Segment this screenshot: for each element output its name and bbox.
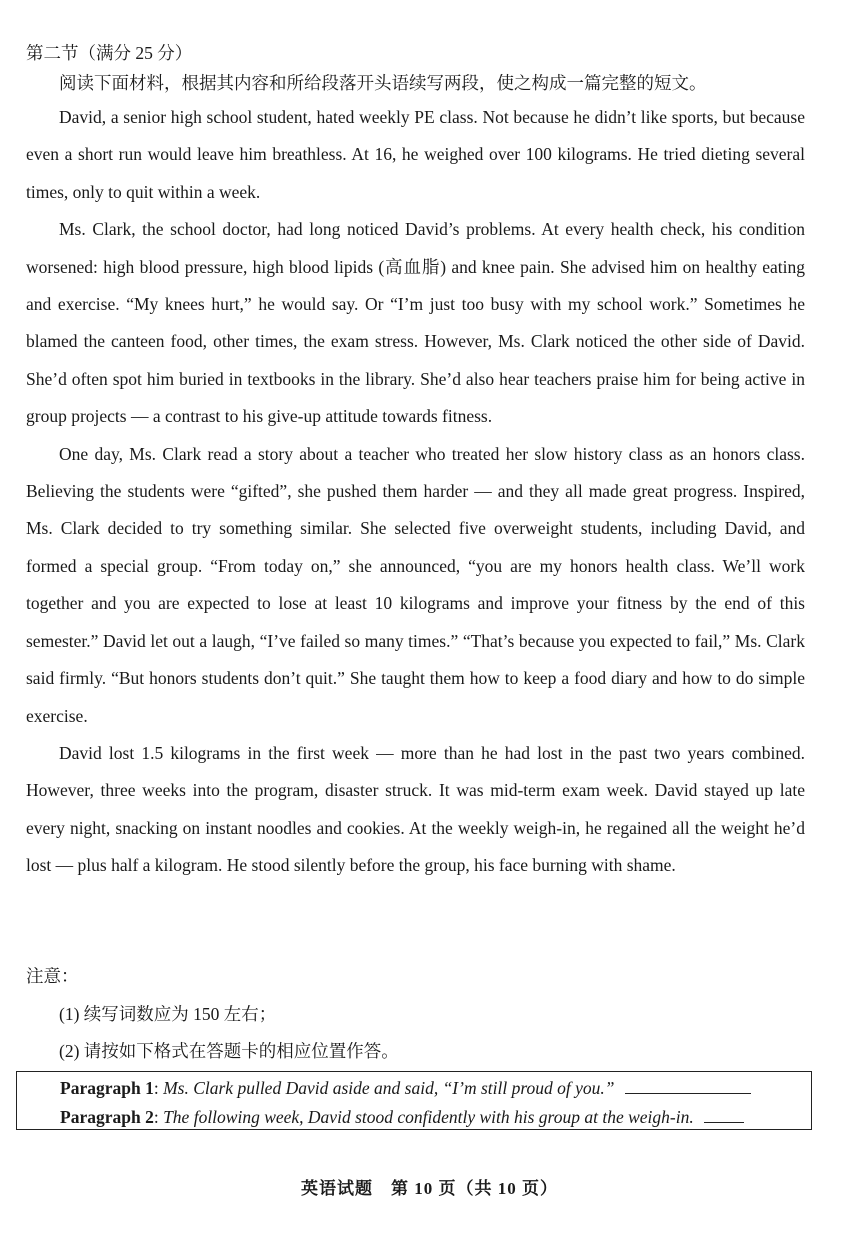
passage-paragraph: One day, Ms. Clark read a story about a teacher who treated her slow history class as an honors class. Believing the students were “gifted”, she pushed them harder — and they all made great progress. Inspired, Ms. Clark decided to try something similar. She selected five overweight students, including David, and formed a special group. “From today on,” she announced, “you are my honors health class. We’ll work together and you are expected to lose at least 10 kilograms and improve your fitness by the end of this semester.” David let out a laugh, “I’ve failed so many times.” “That’s because you expected to fail,” Ms. Clark said firmly. “But honors students don’t quit.” She taught them how to keep a food diary and how to do simple exercise.: [26, 443, 805, 726]
label-colon: :: [153, 1107, 164, 1127]
answer-line-paragraph-2: [60, 1106, 744, 1128]
answer-format-box: [16, 1071, 812, 1130]
section-instruction: 阅读下面材料，根据其内容和所给段落开头语续写两段，使之构成一篇完整的短文。: [59, 73, 707, 93]
answer-blank: [625, 1078, 751, 1094]
paragraph-2-label: Paragraph 2: [60, 1107, 154, 1127]
reading-passage: [26, 99, 805, 885]
answer-line-paragraph-1: [60, 1077, 751, 1099]
passage-paragraph: David, a senior high school student, hated weekly PE class. Not because he didn’t like sports, but because even a short run would leave him breathless. At 16, he weighed over 100 kilograms. He tried dieting several times, only to quit within a week.: [26, 107, 805, 202]
section-title: 第二节（满分 25 分）: [26, 43, 193, 63]
notes-heading: 注意：: [26, 966, 79, 986]
passage-paragraph: Ms. Clark, the school doctor, had long noticed David’s problems. At every health check, his condition worsened: high blood pressure, high blood lipids (高血脂) and knee pain. She advised him on healthy eating and exercise. “My knees hurt,” he would say. Or “I’m just too busy with my school work.” Sometimes he blamed the canteen food, other times, the exam stress. However, Ms. Clark noticed the other side of David. She’d often spot him buried in textbooks in the library. She’d also hear teachers praise him for being active in group projects — a contrast to his give-up attitude towards fitness.: [26, 219, 805, 427]
paragraph-1-label: Paragraph 1: [60, 1078, 154, 1098]
paragraph-1-opening: Ms. Clark pulled David aside and said, “I’m still proud of you.”: [163, 1078, 615, 1098]
page-footer: 英语试题 第 10 页（共 10 页）: [301, 1179, 558, 1198]
paragraph-2-opening: The following week, David stood confidently with his group at the weigh-in.: [163, 1107, 694, 1127]
label-colon: :: [153, 1078, 164, 1098]
note-item-format: (2) 请按如下格式在答题卡的相应位置作答。: [59, 1041, 399, 1061]
answer-blank: [704, 1107, 744, 1123]
passage-paragraph: David lost 1.5 kilograms in the first week — more than he had lost in the past two years combined. However, three weeks into the program, disaster struck. It was mid-term exam week. David stayed up late every night, snacking on instant noodles and cookies. At the weekly weigh-in, he regained all the weight he’d lost — plus half a kilogram. He stood silently before the group, his face burning with shame.: [26, 742, 805, 876]
note-item-word-count: (1) 续写词数应为 150 左右；: [59, 1004, 277, 1024]
